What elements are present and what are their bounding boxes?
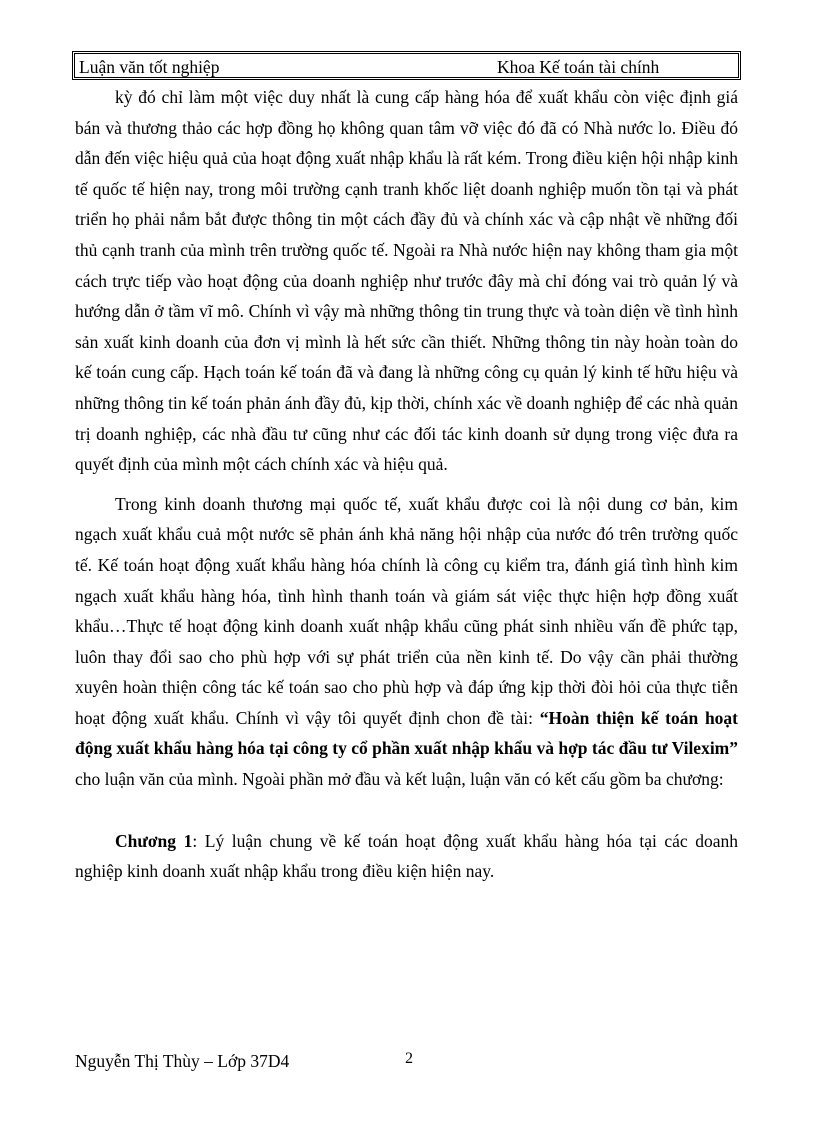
- page-number: 2: [405, 1050, 413, 1067]
- document-body: [75, 82, 738, 887]
- chapter-1-entry: [75, 826, 738, 887]
- header-faculty-label: Khoa Kế toán tài chính: [497, 57, 660, 77]
- thesis-title: “Hoàn thiện kế toán hoạt động xuất khẩu hàng hóa tại công ty cổ phần xuất nhập khẩu và hợp tác đầu tư Vilexim”: [75, 707, 739, 759]
- page-header: [72, 51, 741, 80]
- footer-author: Nguyễn Thị Thùy – Lớp 37D4: [75, 1051, 290, 1071]
- paragraph-2: [75, 489, 738, 795]
- paragraph-2-text: Trong kinh doanh thương mại quốc tế, xuất khẩu được coi là nội dung cơ bản, kim ngạch xuất khẩu cuả một nước sẽ phản ánh khả năng hội nhập của nước đó trên trường quốc tế. Kế toán hoạt động xuất khẩu hàng hóa chính là công cụ kiểm tra, đánh giá tình hình kim ngạch xuất khẩu hàng hóa, tình hình thanh toán và giám sát việc thực hiện hợp đồng xuất khẩu…Thực tế hoạt động kinh doanh xuất nhập khẩu cũng phát sinh nhiều vấn đề phức tạp, luôn thay đổi sao cho phù hợp với sự phát triển của nền kinh tế. Do vậy cần phải thường xuyên hoàn thiện công tác kế toán sao cho phù hợp và đáp ứng kịp thời đòi hỏi của thực tiễn hoạt động xuất khẩu. Chính vì vậy tôi quyết định chon đề tài:: [75, 493, 738, 728]
- chapter-1-description: : Lý luận chung về kế toán hoạt động xuất khẩu hàng hóa tại các doanh nghiệp kinh doanh xuất nhập khẩu trong điều kiện hiện nay.: [75, 830, 739, 882]
- chapter-1-label: Chương 1: [115, 830, 193, 851]
- header-thesis-label: Luận văn tốt nghiệp: [79, 57, 220, 77]
- paragraph-1: kỳ đó chỉ làm một việc duy nhất là cung cấp hàng hóa để xuất khẩu còn việc định giá bán và thương thảo các hợp đồng họ không quan tâm vỡ việc đó đã có Nhà nước lo. Điều đó dẫn đến việc hiệu quả của hoạt động xuất nhập khẩu là rất kém. Trong điều kiện hội nhập kinh tế quốc tế hiện nay, trong môi trường cạnh tranh khốc liệt doanh nghiệp muốn tồn tại và phát triển họ phải nắm bắt được thông tin một cách đầy đủ và chính xác và cập nhật về những đối thủ cạnh tranh của mình trên trường quốc tế. Ngoài ra Nhà nước hiện nay không tham gia một cách trực tiếp vào hoạt động của doanh nghiệp như trước đây mà chỉ đóng vai trò quản lý và hướng dẫn ở tầm vĩ mô. Chính vì vậy mà những thông tin trung thực và toàn diện về tình hình sản xuất kinh doanh của đơn vị mình là hết sức cần thiết. Những thông tin này hoàn toàn do kế toán cung cấp. Hạch toán kế toán đã và đang là những công cụ quản lý kinh tế hữu hiệu và những thông tin kế toán phản ánh đầy đủ, kịp thời, chính xác về doanh nghiệp để các nhà quản trị doanh nghiệp, các nhà đầu tư cũng như các đối tác kinh doanh sử dụng trong việc đưa ra quyết định của mình một cách chính xác và hiệu quả.: [75, 87, 738, 475]
- paragraph-2-tail: cho luận văn của mình. Ngoài phần mở đầu và kết luận, luận văn có kết cấu gồm ba chương:: [75, 769, 724, 790]
